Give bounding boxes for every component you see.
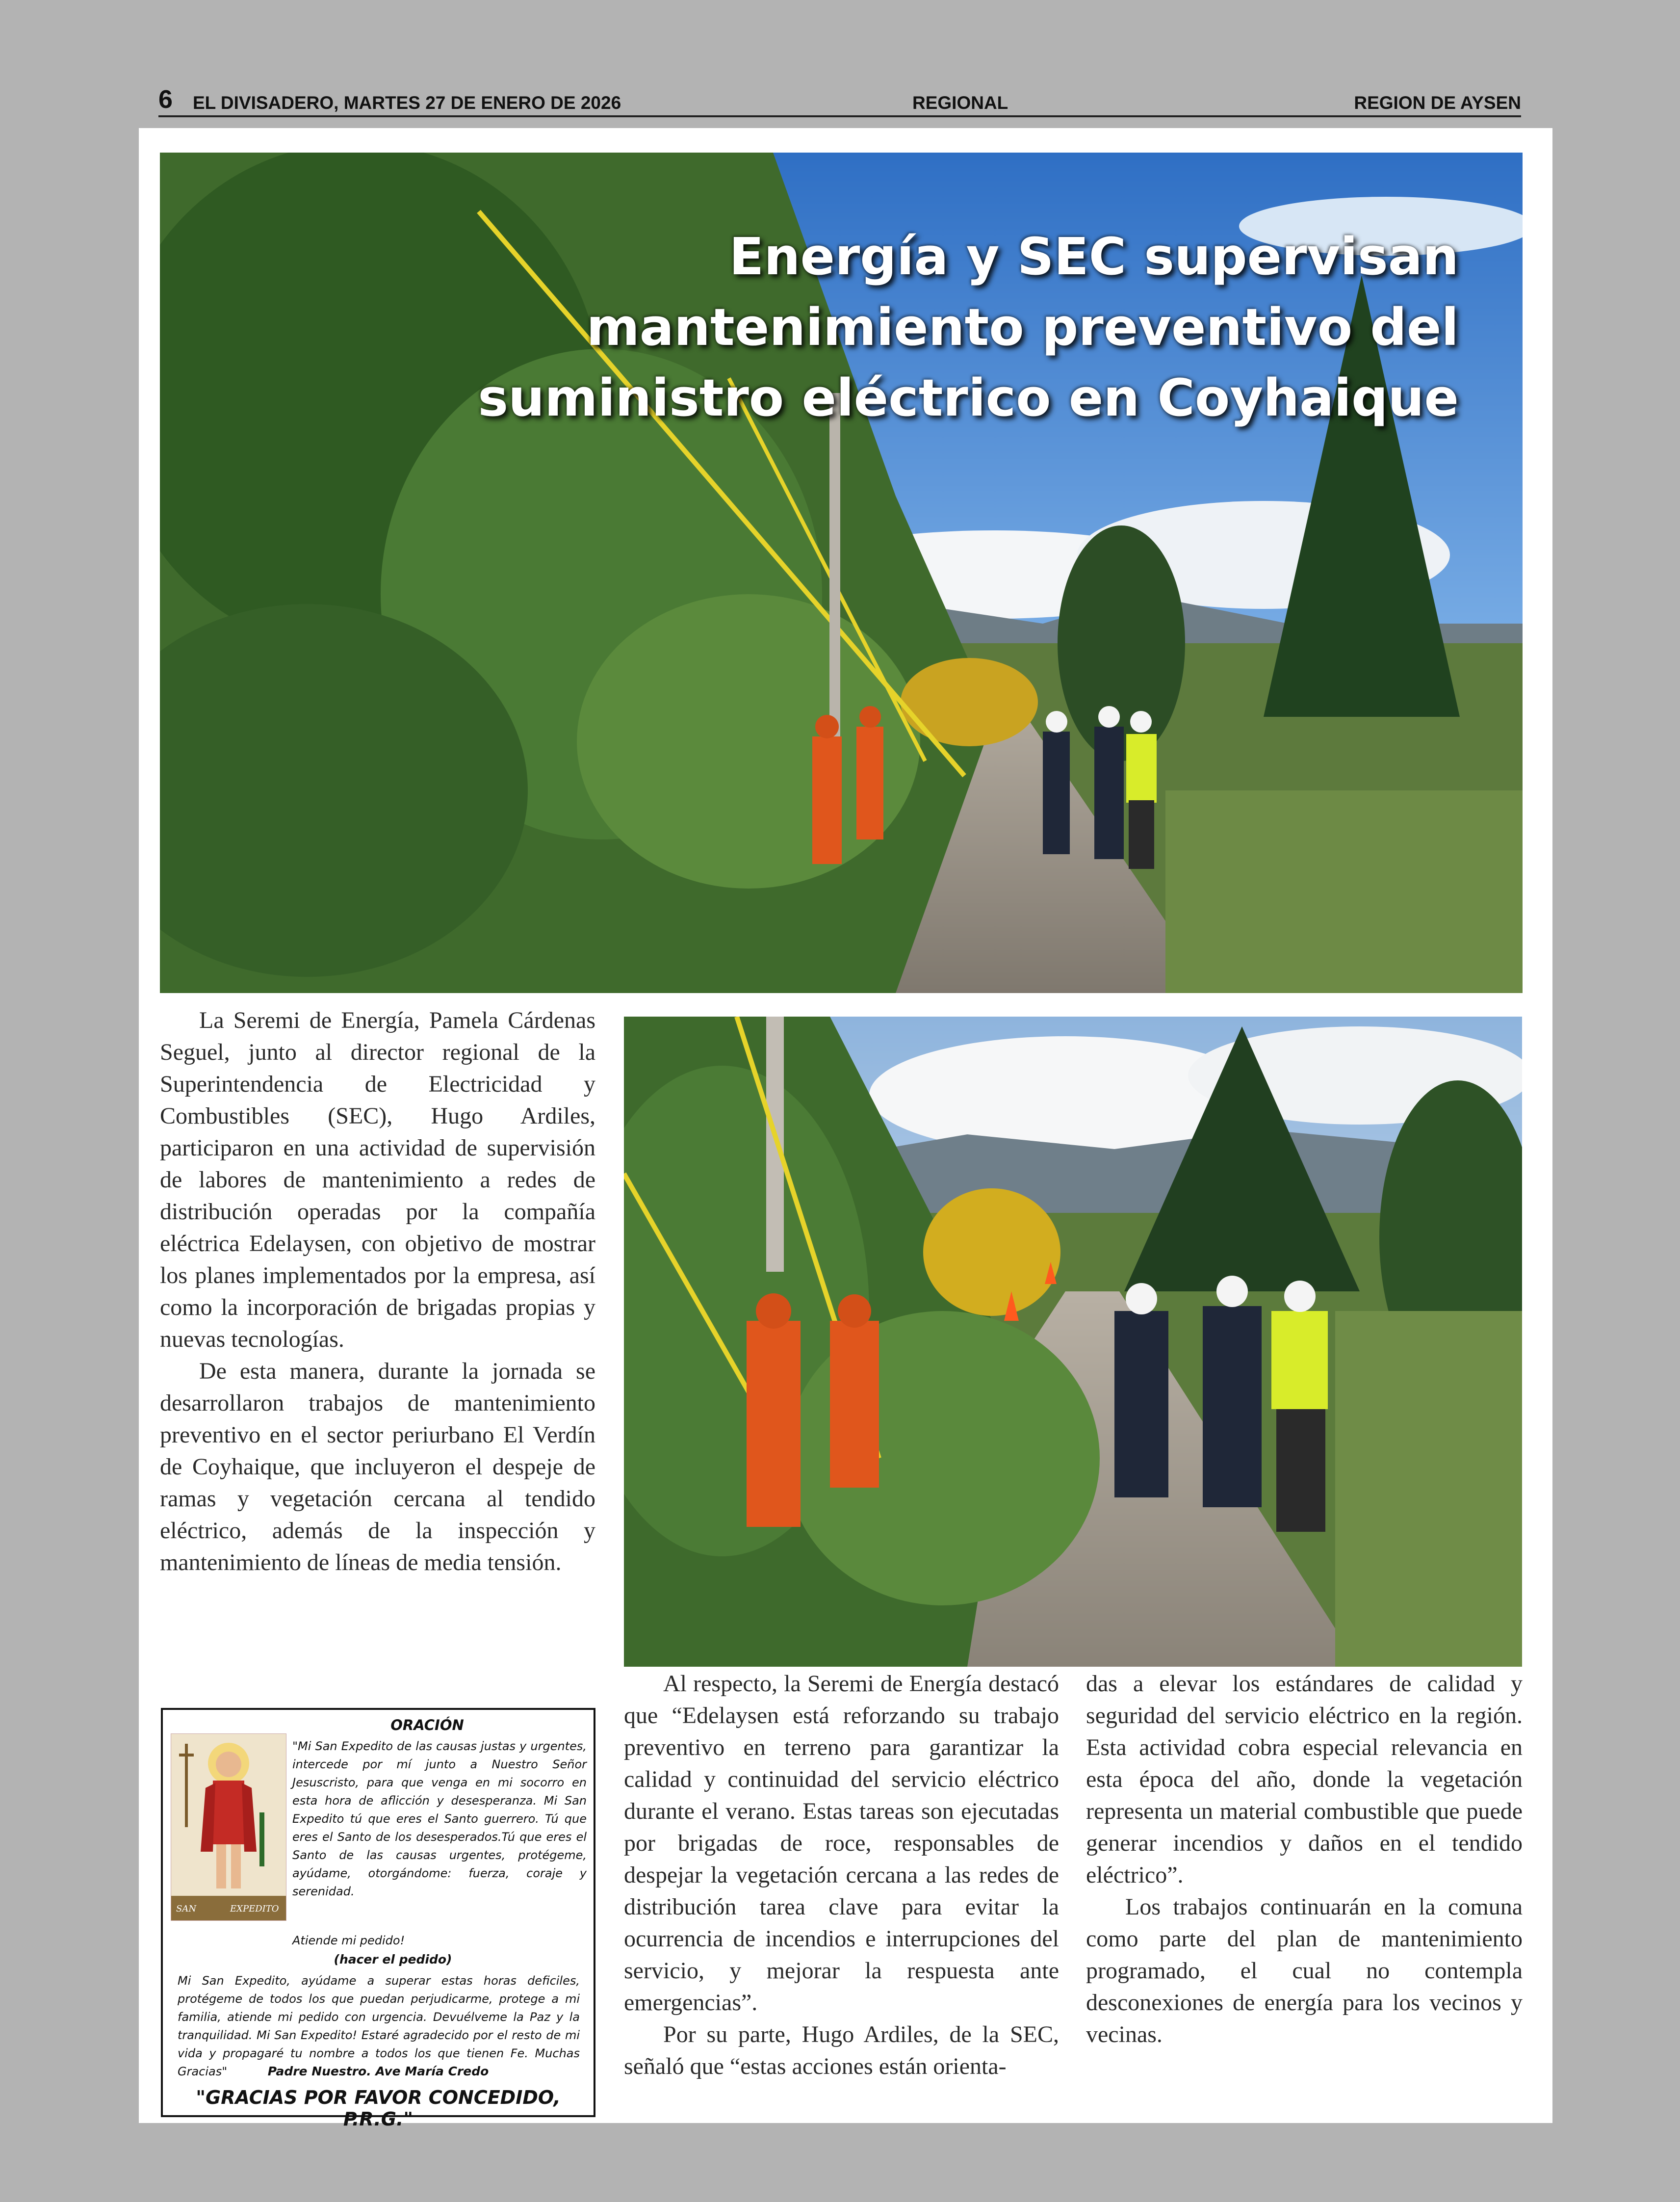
saint-caption-right: EXPEDITO [230, 1904, 279, 1914]
paragraph: De esta manera, durante la jornada se desarrollaron trabajos de mantenimiento preventivo en el sector periurbano El Verdín de Coyhaique, que incluyeron el despeje de ramas y vegetación cercana al tendido eléctrico, además de la inspección y mantenimiento de líneas de media tensión. [160, 1358, 595, 1575]
saint-image [171, 1733, 286, 1921]
headline-line-1: Energía y SEC supervisan [729, 227, 1459, 287]
section-label: REGIONAL [912, 93, 1008, 113]
page-header [158, 86, 1521, 117]
prayer-credo: Padre Nuestro. Ave María Credo [267, 2064, 489, 2078]
prayer-request-note: (hacer el pedido) [334, 1952, 452, 1966]
paragraph: das a elevar los estándares de calidad y seguridad del servicio eléctrico en la región. Esta actividad cobra especial relevancia en esta época del año, donde la vegetación representa un material combustible que puede generar incendios y daños en el tendido eléctrico”. [1086, 1671, 1523, 1888]
saint-expedito-illustration [171, 1734, 286, 1920]
newspaper-page [139, 128, 1552, 2130]
paragraph: Por su parte, Hugo Ardiles, de la SEC, señaló que “estas acciones están orienta- [624, 2021, 1059, 2079]
secondary-photo-illustration [624, 1017, 1522, 1667]
prayer-ask: Atiende mi pedido! [292, 1934, 405, 1947]
headline-line-2: mantenimiento preventivo del [586, 297, 1459, 357]
prayer-box [161, 1708, 595, 2130]
main-photo [160, 153, 1523, 993]
paper-date: EL DIVISADERO, MARTES 27 DE ENERO DE 2026 [193, 93, 621, 113]
headline [478, 221, 1459, 433]
headline-line-3: suministro eléctrico en Coyhaique [478, 368, 1459, 428]
article-column-left [160, 1004, 595, 1578]
saint-caption-left: SAN [176, 1904, 197, 1914]
article-column-middle [624, 1668, 1059, 2082]
prayer-title: ORACIÓN [390, 1717, 464, 1733]
region-label: REGION DE AYSEN [1354, 93, 1521, 113]
prayer-text: "Mi San Expedito de las causas justas y urgentes, intercede por mí junto a Nuestro Señor Jesuscristo, para que venga en mi socorro en esta hora de aflicción y desesperanza. Mi San Expedito tú que eres el Santo guerrero. Tú que eres el Santo de los desesperados.Tú que eres el Santo de las causas urgentes, protégeme, ayúdame, otorgándome: fuerza, coraje y serenidad. [292, 1739, 587, 1898]
article-column-right [1086, 1668, 1523, 2050]
paragraph: La Seremi de Energía, Pamela Cárdenas Seguel, junto al director regional de la Superintendencia de Electricidad y Combustibles (SEC), Hugo Ardiles, participaron en una actividad de supervisión de labores de mantenimiento a redes de distribución operadas por la compañía eléctrica Edelaysen, con objetivo de mostrar los planes implementados por la empresa, así como la incorporación de brigadas propias y nuevas tecnologías. [160, 1007, 595, 1352]
paragraph: Al respecto, la Seremi de Energía destacó que “Edelaysen está reforzando su trabajo preventivo en terreno para garantizar la calidad y continuidad del servicio eléctrico durante el verano. Estas tareas son ejecutadas por brigadas de roce, responsables de despejar la vegetación cercana a las redes de distribución tarea clave para evitar la ocurrencia de incendios e interrupciones del servicio, y mejorar la respuesta ante emergencias”. [624, 1671, 1059, 2016]
page-number: 6 [158, 85, 173, 114]
paragraph: Los trabajos continuarán en la comuna como parte del plan de mantenimiento programado, el cual no contempla desconexiones de energía para los vecinos y vecinas. [1086, 1894, 1523, 2047]
secondary-photo [624, 1017, 1522, 1667]
prayer-thanks: "GRACIAS POR FAVOR CONCEDIDO, P.R.G." [196, 2087, 561, 2130]
prayer-text-continued: Mi San Expedito, ayúdame a superar estas horas deficiles, protégeme de todos los que puedan perjudicarme, protege a mi familia, atiende mi pedido con urgencia. Devuélveme la Paz y la tranquilidad. Mi San Expedito! Estaré agradecido por el resto de mi vida y propagaré tu nombre a todos los que tienen Fe. Muchas Gracias" [178, 1974, 580, 2078]
